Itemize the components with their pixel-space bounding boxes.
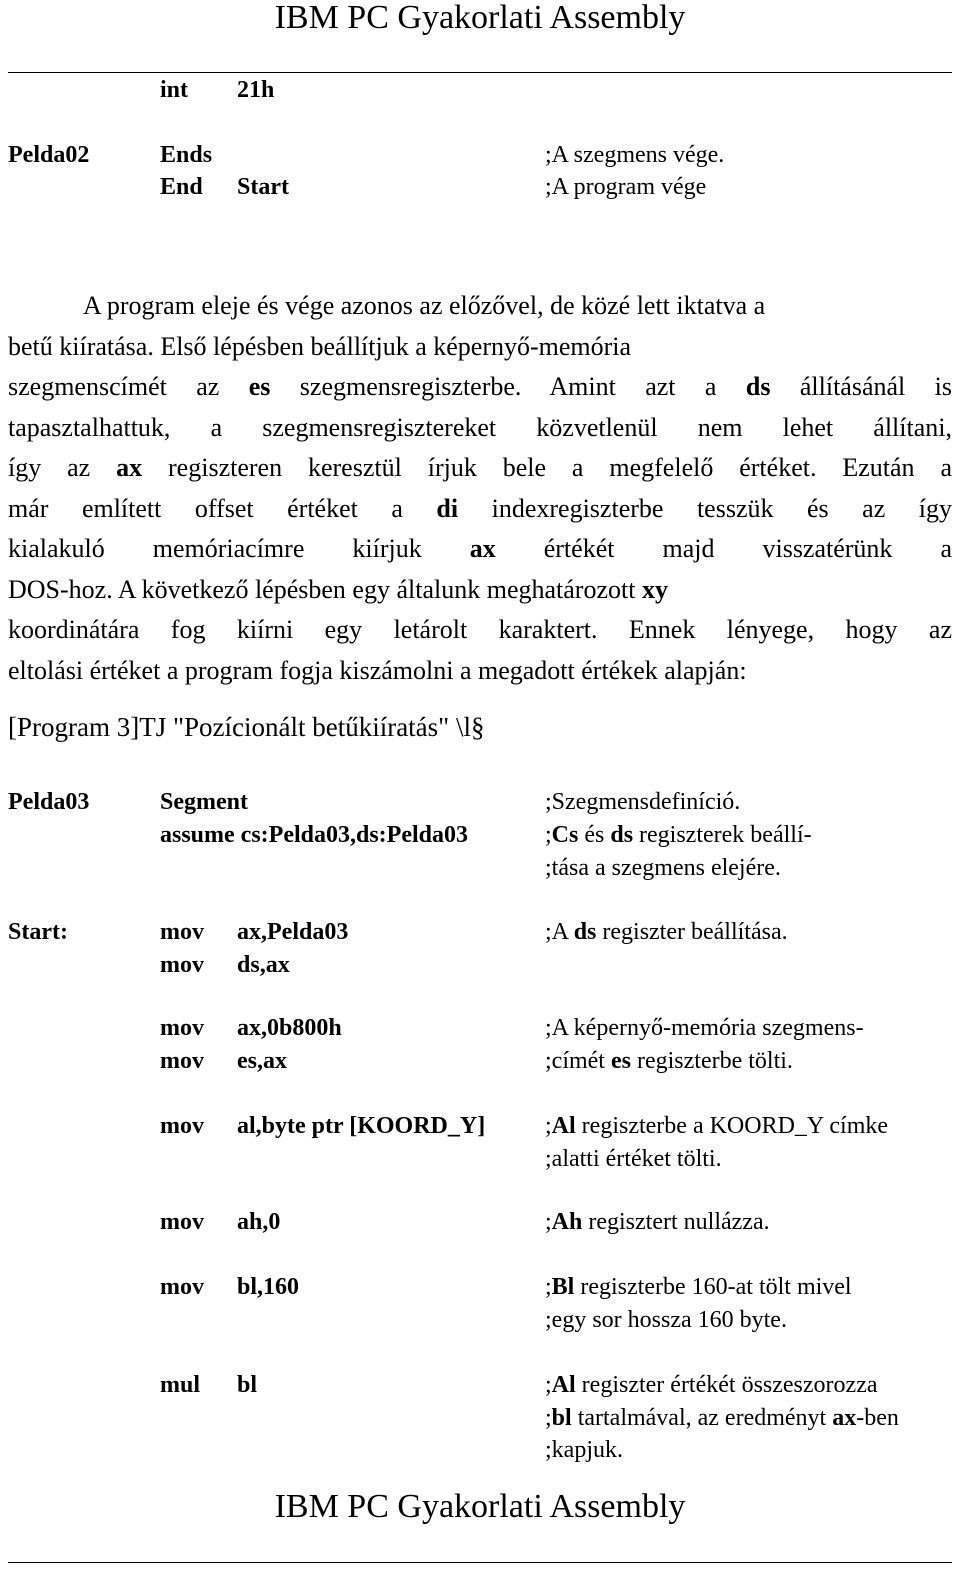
code-op: Ends (160, 142, 213, 168)
bold-term: Al (551, 1113, 576, 1139)
text-run: értékét majd visszatérünk a (495, 534, 952, 563)
code-comment (545, 1046, 793, 1076)
text-run: ; (545, 822, 552, 848)
code-arg: ds,ax (237, 952, 290, 978)
code-comment (545, 1305, 787, 1335)
paragraph-line (8, 610, 952, 651)
code-op: mul (160, 1372, 201, 1398)
text-run: DOS-hoz. A következő lépésben egy általunk meghatározott (8, 574, 642, 604)
text-run: ;kapjuk. (545, 1437, 623, 1463)
bold-term: ds (610, 822, 634, 848)
text-run: ; (545, 1113, 552, 1139)
section-sign-icon: § (470, 712, 485, 742)
paragraph-line (8, 651, 952, 692)
text-run: tapasztalhattuk, a szegmensregisztereket közvetlenül nem lehet állítani, (8, 412, 952, 442)
text-run: állításánál is (770, 372, 952, 401)
text-run: és (578, 822, 611, 848)
bold-term: xy (641, 574, 668, 604)
code-op: mov (160, 919, 204, 945)
text-run: ; (545, 1372, 552, 1398)
bold-term: ds (573, 919, 597, 945)
program-caption (8, 710, 484, 744)
code-op: assume cs:Pelda03,ds:Pelda03 (160, 822, 468, 848)
bold-term: bl (551, 1404, 572, 1431)
text-run: regisztert nullázza. (582, 1209, 770, 1235)
code-comment (545, 1403, 899, 1433)
code-arg: bl (237, 1372, 258, 1398)
code-arg: ah,0 (237, 1209, 281, 1235)
code-op: mov (160, 1113, 204, 1139)
text-run: ;alatti értéket tölti. (545, 1145, 722, 1172)
code-comment (545, 917, 788, 947)
bold-term: ax (469, 534, 496, 563)
text-run: ;A (545, 919, 574, 945)
text-run: kialakuló memóriacímre kiírjuk (8, 534, 470, 563)
code-arg: es,ax (237, 1048, 287, 1074)
code-arg: ax,0b800h (237, 1015, 342, 1041)
text-run: ; (545, 1209, 552, 1235)
bold-term: di (436, 493, 459, 523)
bold-term: ax (832, 1404, 857, 1431)
bold-term: Cs (551, 822, 579, 848)
code-comment (545, 820, 812, 850)
code-op: int (160, 77, 189, 103)
body-paragraph (8, 286, 952, 691)
code-comment (545, 853, 781, 883)
code-arg: al,byte ptr [KOORD_Y] (237, 1113, 486, 1139)
code-op: mov (160, 1209, 204, 1235)
bold-term: es (248, 372, 271, 401)
code-comment (545, 1111, 888, 1141)
text-run: szegmenscímét az (8, 372, 249, 401)
footer-rule (8, 1562, 952, 1563)
code-comment (545, 1272, 852, 1302)
code-label: Pelda02 (8, 142, 90, 168)
header-rule (8, 72, 952, 73)
text-run: regiszter beállítása. (596, 919, 788, 945)
bold-term: Bl (551, 1274, 575, 1300)
text-run: így az (8, 453, 117, 482)
code-comment (545, 1435, 623, 1465)
text-run: A program eleje és vége azonos az előzővel, de közé lett iktatva a (83, 291, 766, 320)
code-comment (545, 1207, 770, 1237)
bold-term: Al (551, 1372, 576, 1398)
code-comment (545, 1013, 864, 1043)
code-arg: bl,160 (237, 1274, 300, 1300)
text-run: ;A képernyő-memória szegmens- (545, 1015, 864, 1041)
paragraph-line (8, 570, 952, 611)
text-run: regiszter értékét összeszorozza (575, 1372, 878, 1398)
page-header: IBM PC Gyakorlati Assembly (274, 0, 686, 36)
text-run: betű kiíratása. Első lépésben beállítjuk a képernyő-memória (8, 331, 632, 361)
code-op: mov (160, 1048, 204, 1074)
code-op: Segment (160, 789, 248, 815)
paragraph-line (8, 529, 952, 570)
code-arg: Start (237, 174, 289, 200)
paragraph-line (8, 489, 952, 530)
text-run: ; (545, 1274, 552, 1300)
text-run: már említett offset értéket a (8, 493, 437, 523)
text-run: regiszterbe a KOORD_Y címke (575, 1113, 889, 1139)
code-arg: ax,Pelda03 (237, 919, 349, 945)
code-op: mov (160, 1015, 204, 1041)
text-run: ;címét (545, 1048, 611, 1074)
bold-term: ax (116, 453, 143, 482)
text-run: eltolási értéket a program fogja kiszámolni a megadott értékek alapján: (8, 655, 747, 685)
text-run: regiszterek beállí- (633, 822, 812, 848)
bold-term: ds (745, 372, 771, 401)
text-run: tartalmával, az eredményt (571, 1404, 833, 1431)
code-comment (545, 1370, 878, 1400)
code-op: mov (160, 952, 204, 978)
text-run: indexregiszterbe tesszük és az így (458, 493, 952, 523)
text-run: ;egy sor hossza 160 byte. (545, 1306, 787, 1333)
program-caption-text: [Program 3]TJ "Pozícionált betűkiíratás" \l (8, 712, 471, 742)
code-op: End (160, 174, 203, 200)
text-run: koordinátára fog kiírni egy letárolt karaktert. Ennek lényege, hogy az (8, 615, 952, 644)
paragraph-line (8, 367, 952, 408)
text-run: -ben (856, 1404, 899, 1431)
paragraph-line (8, 286, 952, 327)
code-comment: ;A program vége (545, 174, 707, 200)
code-comment (545, 1144, 722, 1174)
paragraph-line (8, 448, 952, 489)
bold-term: Ah (551, 1209, 583, 1235)
text-run: szegmensregiszterbe. Amint azt a (270, 372, 746, 401)
code-comment: ;A szegmens vége. (545, 142, 725, 168)
text-run: ;tása a szegmens elejére. (545, 854, 781, 881)
code-label: Pelda03 (8, 789, 90, 815)
text-run: regiszterbe tölti. (630, 1048, 793, 1074)
page-footer: IBM PC Gyakorlati Assembly (274, 1488, 686, 1525)
code-label: Start: (8, 919, 68, 945)
code-arg: 21h (237, 77, 275, 103)
paragraph-line (8, 408, 952, 449)
bold-term: es (610, 1048, 631, 1074)
text-run: regiszteren keresztül írjuk bele a megfelelő értéket. Ezután a (142, 453, 952, 482)
paragraph-line (8, 327, 952, 368)
text-run: ; (545, 1404, 552, 1431)
text-run: ;Szegmensdefiníció. (545, 789, 741, 815)
code-comment (545, 787, 740, 817)
text-run: regiszterbe 160-at tölt mivel (574, 1274, 852, 1300)
code-op: mov (160, 1274, 204, 1300)
